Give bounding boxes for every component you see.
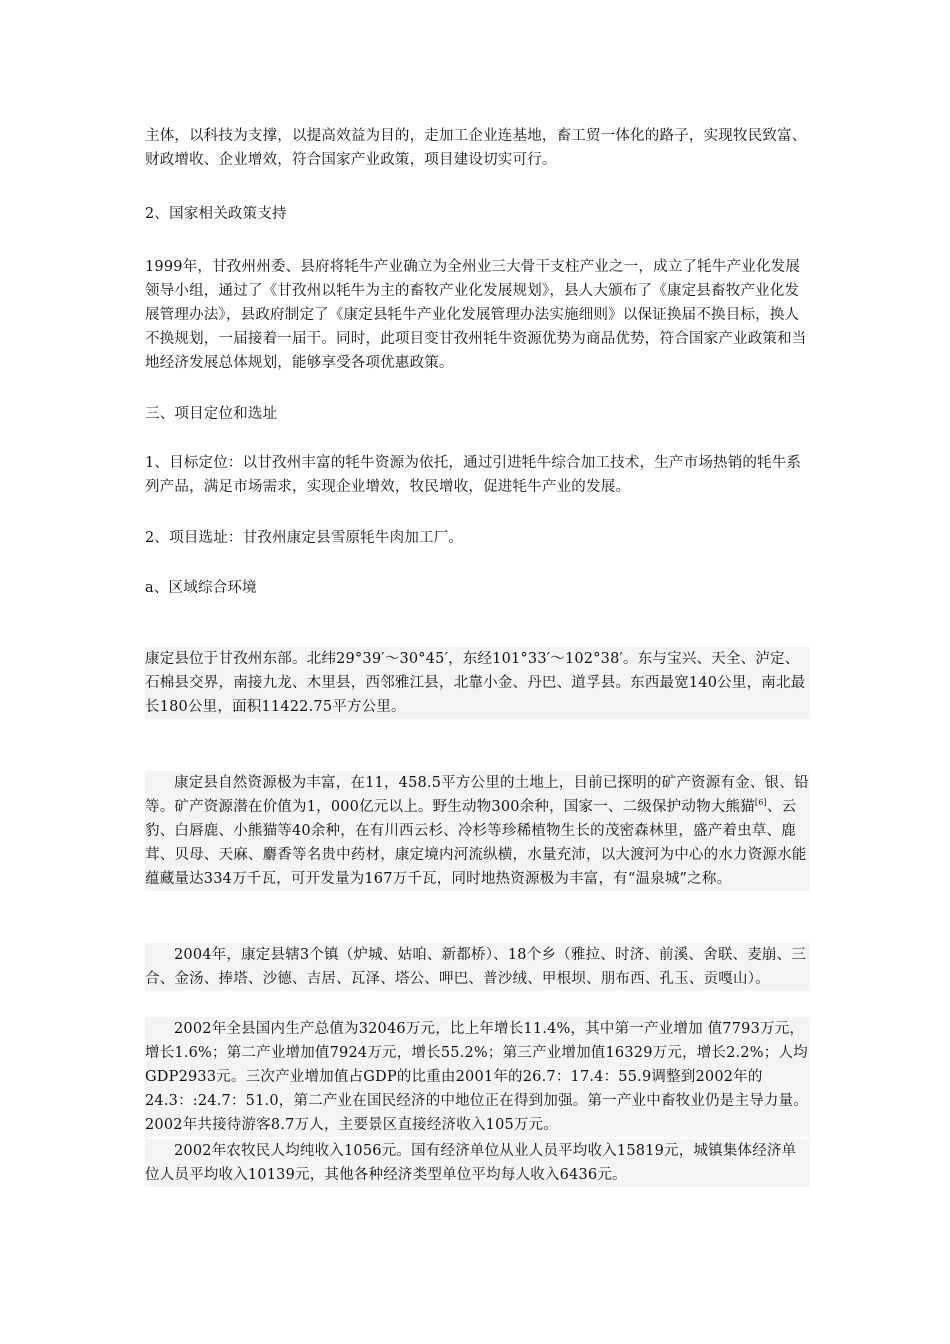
paragraph-target-positioning: 1、目标定位：以甘孜州丰富的牦牛资源为依托，通过引进牦牛综合加工技术，生产市场热销的牦牛系列产品，满足市场需求，实现企业增效，牧民增收，促进牦牛产业的发展。 (145, 455, 802, 495)
heading-policy-support: 2、国家相关政策支持 (145, 206, 287, 222)
paragraph-administrative-divisions: 2004年，康定县辖3个镇（炉城、姑咱、新都桥）、18个乡（雅拉、时济、前溪、舍联、麦崩、三合、金汤、捧塔、沙德、吉居、瓦泽、塔公、呷巴、普沙绒、甲根坝、朋布西、孔玉、贡嘎山）。 (145, 943, 810, 991)
paragraph-income-2002: 2002年农牧民人均纯收入1056元。国有经济单位从业人员平均收入15819元，城镇集体经济单位人员平均收入10139元，其他各种经济类型单位平均每人收入6436元。 (145, 1139, 810, 1187)
natural-resources-text-2: 、云豹、白唇鹿、小熊猫等40余种，在有川西云杉、冷杉等珍稀植物生长的茂密森林里，盛产着虫草、鹿茸、贝母、天麻、麝香等名贵中药材，康定境内河流纵横，水量充沛，以大渡河为中心的水力资源水能蕴藏量达334万千瓦，可开发量为167万千瓦，同时地热资源极为丰富，有“温泉城”之称。 (145, 799, 807, 887)
paragraph-project-feasibility: 主体，以科技为支撑，以提高效益为目的，走加工企业连基地，畜工贸一体化的路子，实现牧民致富、财政增收、企业增效，符合国家产业政策，项目建设切实可行。 (145, 128, 807, 168)
paragraph-site-selection: 2、项目选址：甘孜州康定县雪原牦牛肉加工厂。 (145, 530, 464, 546)
heading-positioning-location: 三、项目定位和选址 (145, 406, 278, 422)
heading-regional-environment: a、区域综合环境 (145, 580, 257, 596)
paragraph-natural-resources (145, 771, 810, 891)
natural-resources-text-1: 康定县自然资源极为丰富，在11，458.5平方公里的土地上，目前已探明的矿产资源有金、银、铅等。矿产资源潜在价值为1，000亿元以上。野生动物300余种，国家一、二级保护动物大熊猫 (145, 775, 809, 815)
citation-reference: [6] (754, 798, 767, 808)
paragraph-geography: 康定县位于甘孜州东部。北纬29°39′～30°45′，东经101°33′～102°38′。东与宝兴、天全、泸定、石棉县交界，南接九龙、木里县，西邻雅江县，北靠小金、丹巴、道孚县。东西最宽140公里，南北最长180公里，面积11422.75平方公里。 (145, 647, 810, 719)
paragraph-gdp-2002: 2002年全县国内生产总值为32046万元，比上年增长11.4%，其中第一产业增加 值7793万元，增长1.6%；第二产业增加值7924万元，增长55.2%；第三产业增加值16329万元，增长2.2%；人均GDP2933元。三次产业增加值占GDP的比重由2001年的26.7：17.4：55.9调整到2002年的24.3：:24.7：51.0，第二产业在国民经济的中地位正在得到加强。第一产业中畜牧业仍是主导力量。2002年共接待游客8.7万人，主要景区直接经济收入105万元。 (145, 1017, 810, 1137)
paragraph-policy-details: 1999年，甘孜州州委、县府将牦牛产业确立为全州业三大骨干支柱产业之一，成立了牦牛产业化发展领导小组，通过了《甘孜州以牦牛为主的畜牧产业化发展规划》，县人大颁布了《康定县畜牧产业化发展管理办法》，县政府制定了《康定县牦牛产业化发展管理办法实施细则》以保证换届不换目标，换人不换规划，一届接着一届干。同时，此项目变甘孜州牦牛资源优势为商品优势，符合国家产业政策和当地经济发展总体规划，能够享受各项优惠政策。 (145, 259, 807, 371)
